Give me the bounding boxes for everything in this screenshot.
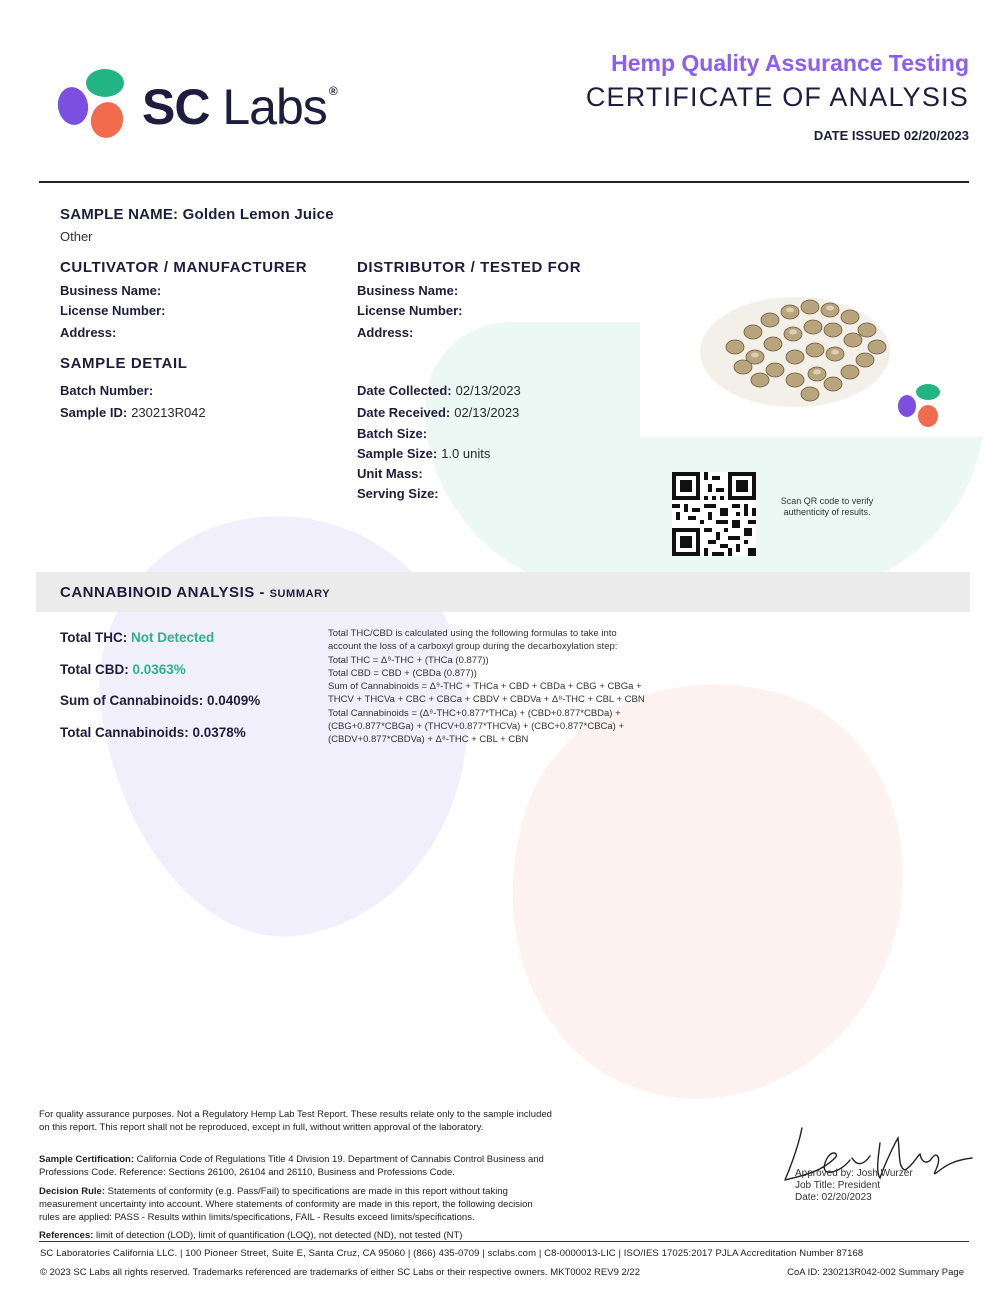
- distributor-address-label: Address:: [357, 325, 414, 340]
- total-cannabinoids-value: 0.0378%: [192, 725, 246, 740]
- total-cannabinoids-label: Total Cannabinoids:: [60, 725, 189, 740]
- date-collected-value: 02/13/2023: [455, 383, 521, 398]
- total-cbd-label: Total CBD:: [60, 662, 129, 677]
- sample-type: Other: [60, 229, 93, 244]
- sample-name-value: Golden Lemon Juice: [182, 206, 334, 223]
- formula-line: (CBG+0.877*CBGa) + (THCV+0.877*THCVa) + (CBC+0.877*CBCa) +: [328, 721, 625, 733]
- sum-of-cannabinoids-value: 0.0409%: [207, 693, 261, 708]
- sample-certification: [39, 1153, 554, 1179]
- distributor-license-number-label: License Number:: [357, 303, 463, 318]
- sample-name-label: SAMPLE NAME:: [60, 206, 179, 223]
- total-thc: [60, 630, 214, 645]
- logo-wordmark-bold: SC: [142, 79, 210, 135]
- formula-line: Total THC/CBD is calculated using the following formulas to take into: [328, 628, 617, 639]
- unit-mass-label: Unit Mass:: [357, 466, 423, 481]
- sample-id-label: Sample ID:: [60, 405, 128, 420]
- decision-rule-text: Statements of conformity (e.g. Pass/Fail) to specifications are made in this report without taking measurement uncertainty into account. Where statements of conformity are made in this report, the following decision rules are applied: PASS - Results within limits/specifications, FAIL - Results exceed limits/specifications.: [39, 1186, 533, 1224]
- cultivator-address-label: Address:: [60, 325, 117, 340]
- qa-note: For quality assurance purposes. Not a Regulatory Hemp Lab Test Report. These results relate only to the sample included on this report. This report shall not be reproduced, except in full, without written approval of the laboratory.: [39, 1109, 552, 1134]
- job-title: Job Title: President: [795, 1180, 881, 1191]
- cultivator-license-number-label: License Number:: [60, 303, 166, 318]
- logo-wordmark-light: Labs: [222, 79, 327, 135]
- coa-id: CoA ID: 230213R042-002 Summary Page: [787, 1267, 964, 1278]
- formula-line: Total THC = Δ⁹-THC + (THCa (0.877)): [328, 654, 489, 666]
- serving-size-label: Serving Size:: [357, 486, 439, 501]
- qr-caption-line: Scan QR code to verify: [780, 496, 874, 506]
- date-collected: [357, 383, 521, 398]
- sample-size-label: Sample Size:: [357, 446, 438, 461]
- summary-heading-small: SUMMARY: [269, 588, 331, 600]
- decision-rule: [39, 1185, 554, 1225]
- logo-mark-icon: [57, 68, 127, 143]
- formula-note: [328, 627, 668, 747]
- formula-line: (CBDV+0.877*CBDVa) + Δ⁸-THC + CBL + CBN: [328, 734, 529, 746]
- approved-date: Date: 02/20/2023: [795, 1192, 872, 1203]
- cultivator-heading: CULTIVATOR / MANUFACTURER: [60, 259, 308, 276]
- copyright: © 2023 SC Labs all rights reserved. Trademarks referenced are trademarks of either SC Labs or their respective owners. MKT0002 REV9 2/22: [40, 1267, 640, 1278]
- total-cbd: [60, 662, 186, 677]
- report-subtitle: Hemp Quality Assurance Testing: [611, 50, 969, 76]
- decision-rule-label: Decision Rule:: [39, 1186, 105, 1197]
- qr-code-icon[interactable]: [672, 472, 756, 556]
- date-received: [357, 405, 519, 420]
- date-issued-label: DATE ISSUED: [813, 128, 901, 143]
- formula-line: THCV + THCVa + CBC + CBCa + CBDV + CBDVa + Δ⁸-THC + CBL + CBN: [328, 694, 645, 706]
- logo-wordmark: [142, 78, 337, 136]
- sample-detail-heading: SAMPLE DETAIL: [60, 355, 188, 372]
- total-thc-value: Not Detected: [131, 630, 215, 645]
- date-collected-label: Date Collected:: [357, 383, 452, 398]
- sample-certification-text: California Code of Regulations Title 4 Division 19. Department of Cannabis Control Business and Professions Code. Reference: Sections 26100, 26104 and 26110, Business and Professions Code.: [39, 1154, 544, 1179]
- footer-divider: [39, 1241, 969, 1242]
- formula-line: Sum of Cannabinoids = Δ⁹-THC + THCa + CBD + CBDa + CBG + CBGa +: [328, 681, 642, 693]
- sample-certification-label: Sample Certification:: [39, 1154, 135, 1165]
- approved-by: Approved by: Josh Wurzer: [795, 1168, 913, 1179]
- references-label: References:: [39, 1230, 94, 1241]
- sum-of-cannabinoids: [60, 693, 260, 708]
- mini-logo-mark-icon: [896, 382, 944, 430]
- batch-number-label: Batch Number:: [60, 383, 154, 398]
- formula-line: account the loss of a carboxyl group during the decarboxylation step:: [328, 641, 618, 653]
- formula-line: Total Cannabinoids = (Δ⁹-THC+0.877*THCa) + (CBD+0.877*CBDa) +: [328, 707, 621, 719]
- hemp-seeds-image: [695, 272, 895, 417]
- sample-id-value: 230213R042: [131, 405, 206, 420]
- total-cbd-value: 0.0363%: [132, 662, 186, 677]
- report-title: CERTIFICATE OF ANALYSIS: [585, 82, 969, 112]
- date-received-value: 02/13/2023: [454, 405, 520, 420]
- approval-block: [795, 1168, 913, 1204]
- date-issued-value: 02/20/2023: [903, 128, 969, 143]
- total-thc-label: Total THC:: [60, 630, 128, 645]
- registered-mark: ®: [328, 84, 337, 98]
- references-text: limit of detection (LOD), limit of quantification (LOQ), not detected (ND), not tested (NT): [96, 1230, 463, 1241]
- sample-name: [60, 206, 334, 223]
- distributor-heading: DISTRIBUTOR / TESTED FOR: [357, 259, 582, 276]
- qr-caption-line: authenticity of results.: [783, 507, 871, 517]
- date-received-label: Date Received:: [357, 405, 451, 420]
- cultivator-business-name-label: Business Name:: [60, 283, 162, 298]
- total-cannabinoids: [60, 725, 246, 740]
- sum-of-cannabinoids-label: Sum of Cannabinoids:: [60, 693, 204, 708]
- distributor-business-name-label: Business Name:: [357, 283, 459, 298]
- lab-address: SC Laboratories California LLC. | 100 Pioneer Street, Suite E, Santa Cruz, CA 95060 | (866) 435-0709 | sclabs.com | C8-0000013-LIC | ISO/IES 17025:2017 PJLA Accreditation Number 87168: [40, 1248, 864, 1259]
- sample-size-value: 1.0 units: [441, 446, 491, 461]
- formula-line: Total CBD = CBD + (CBDa (0.877)): [328, 667, 477, 679]
- summary-heading-text: CANNABINOID ANALYSIS -: [60, 584, 265, 601]
- qr-caption: [768, 496, 886, 518]
- summary-heading: [60, 584, 330, 601]
- sample-id: [60, 405, 206, 420]
- batch-size-label: Batch Size:: [357, 426, 428, 441]
- sample-size: [357, 446, 490, 461]
- sc-labs-logo: [57, 68, 357, 143]
- date-issued: [814, 128, 969, 143]
- header-divider: [39, 181, 969, 183]
